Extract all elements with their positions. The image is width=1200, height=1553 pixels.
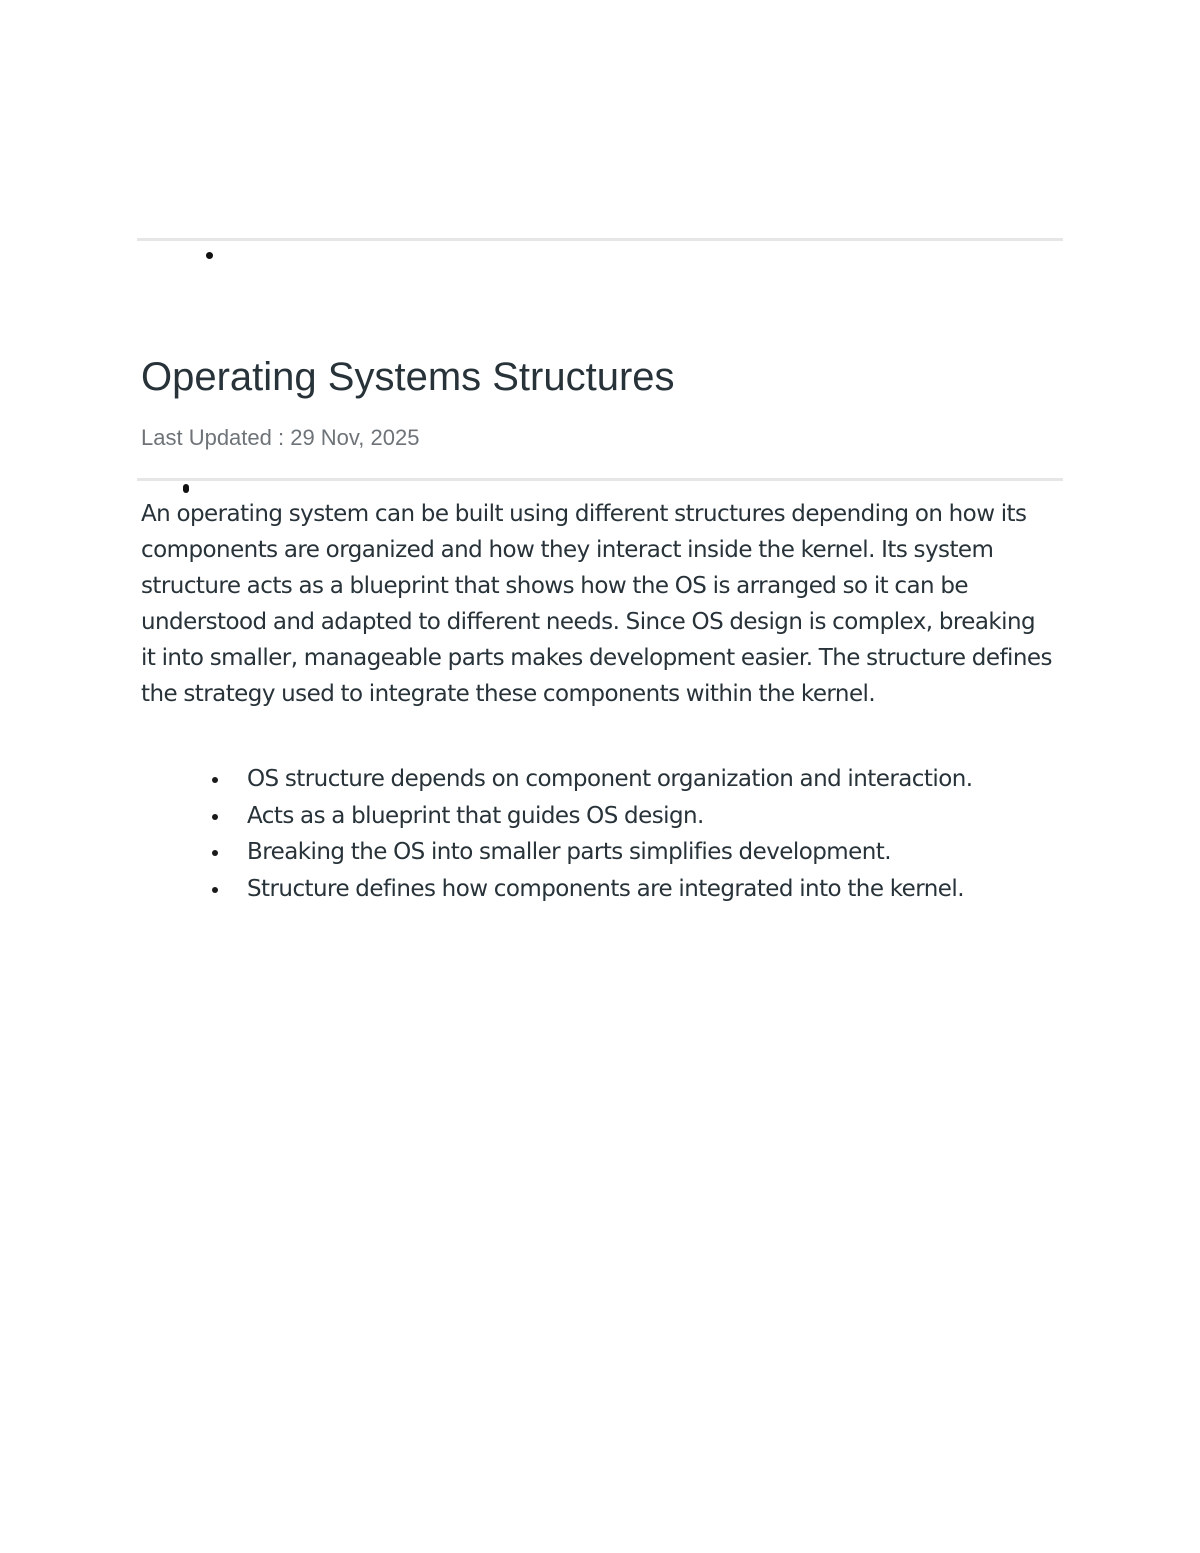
key-points-list — [141, 761, 1061, 907]
stray-marker — [183, 484, 189, 493]
list-item: Breaking the OS into smaller parts simplifies development. — [247, 834, 1061, 871]
list-item: Structure defines how components are integrated into the kernel. — [247, 871, 1061, 908]
intro-paragraph: An operating system can be built using different structures depending on how its components are organized and how they interact inside the kernel. Its system structure acts as a blueprint that shows how the OS is arranged so it can be understood and adapted to different needs. Since OS design is complex, breaking it into smaller, manageable parts makes development easier. The structure defines the strategy used to integrate these components within the kernel. — [141, 501, 1052, 707]
empty-list-bullet — [206, 252, 213, 259]
top-divider — [137, 238, 1063, 241]
page-title: Operating Systems Structures — [141, 355, 675, 399]
header-divider — [137, 478, 1063, 481]
last-updated-date: Last Updated : 29 Nov, 2025 — [141, 425, 420, 450]
list-item: OS structure depends on component organization and interaction. — [247, 761, 1061, 798]
list-item: Acts as a blueprint that guides OS design. — [247, 798, 1061, 835]
